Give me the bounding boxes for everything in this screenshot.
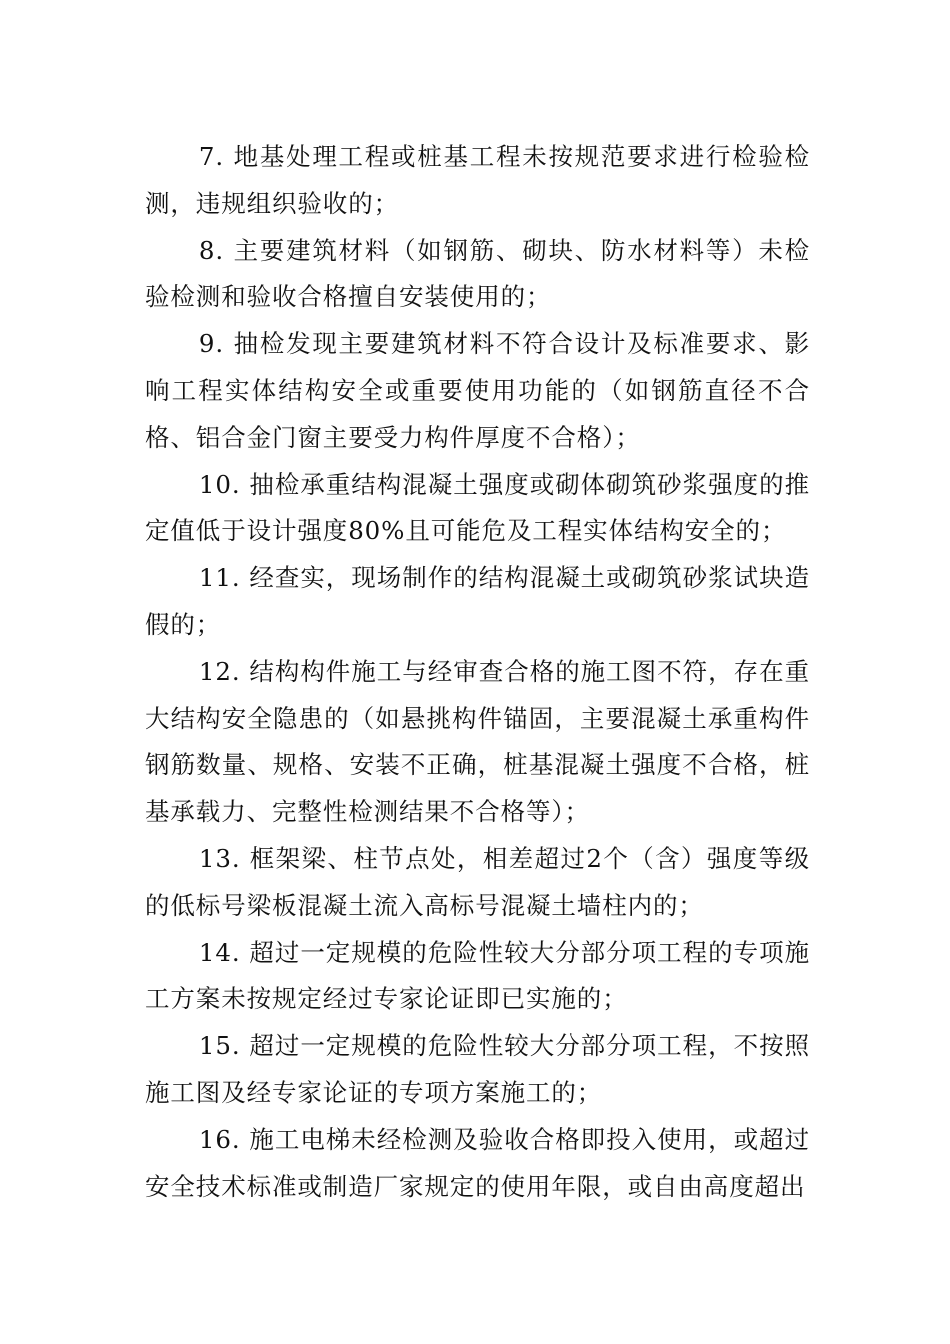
item-number: 14. [198, 937, 241, 967]
item-text: 主要建筑材料（如钢筋、砌块、防水材料等）未检验检测和验收合格擅自安装使用的； [145, 235, 810, 312]
item-number: 7. [198, 142, 225, 171]
document-body [145, 134, 810, 1210]
item-text: 框架梁、柱节点处，相差超过2个（含）强度等级的低标号梁板混凝土流入高标号混凝土墙柱内的； [145, 843, 810, 920]
item-number: 11. [198, 563, 241, 593]
item-number: 15. [198, 1031, 241, 1061]
item-text: 经查实，现场制作的结构混凝土或砌筑砂浆试块造假的； [145, 563, 810, 639]
paragraph-item-14 [145, 930, 810, 1024]
item-number: 8. [198, 235, 225, 265]
item-text: 施工电梯未经检测及验收合格即投入使用，或超过安全技术标准或制造厂家规定的使用年限，或自由高度超出 [145, 1124, 810, 1201]
item-text: 超过一定规模的危险性较大分部分项工程，不按照施工图及经专家论证的专项方案施工的； [145, 1031, 810, 1107]
paragraph-item-11 [145, 555, 810, 649]
item-number: 16. [198, 1124, 241, 1154]
paragraph-item-9 [145, 321, 810, 461]
paragraph-item-7 [145, 134, 810, 228]
item-number: 10. [198, 469, 241, 499]
paragraph-item-16 [145, 1117, 810, 1211]
item-text: 超过一定规模的危险性较大分部分项工程的专项施工方案未按规定经过专家论证即已实施的； [145, 937, 810, 1014]
paragraph-item-10 [145, 462, 810, 556]
paragraph-item-8 [145, 228, 810, 322]
paragraph-item-13 [145, 836, 810, 930]
item-text: 抽检发现主要建筑材料不符合设计及标准要求、影响工程实体结构安全或重要使用功能的（如钢筋直径不合格、铝合金门窗主要受力构件厚度不合格）； [145, 329, 810, 452]
item-text: 地基处理工程或桩基工程未按规范要求进行检验检测，违规组织验收的； [145, 142, 810, 218]
item-number: 9. [198, 329, 225, 359]
paragraph-item-12 [145, 649, 810, 836]
item-text: 抽检承重结构混凝土强度或砌体砌筑砂浆强度的推定值低于设计强度80%且可能危及工程实体结构安全的； [145, 469, 810, 546]
item-number: 12. [198, 656, 241, 686]
item-text: 结构构件施工与经审查合格的施工图不符，存在重大结构安全隐患的（如悬挑构件锚固，主要混凝土承重构件钢筋数量、规格、安装不正确，桩基混凝土强度不合格，桩基承载力、完整性检测结果不合格等）； [145, 656, 810, 827]
paragraph-item-15 [145, 1023, 810, 1117]
item-number: 13. [198, 843, 241, 873]
